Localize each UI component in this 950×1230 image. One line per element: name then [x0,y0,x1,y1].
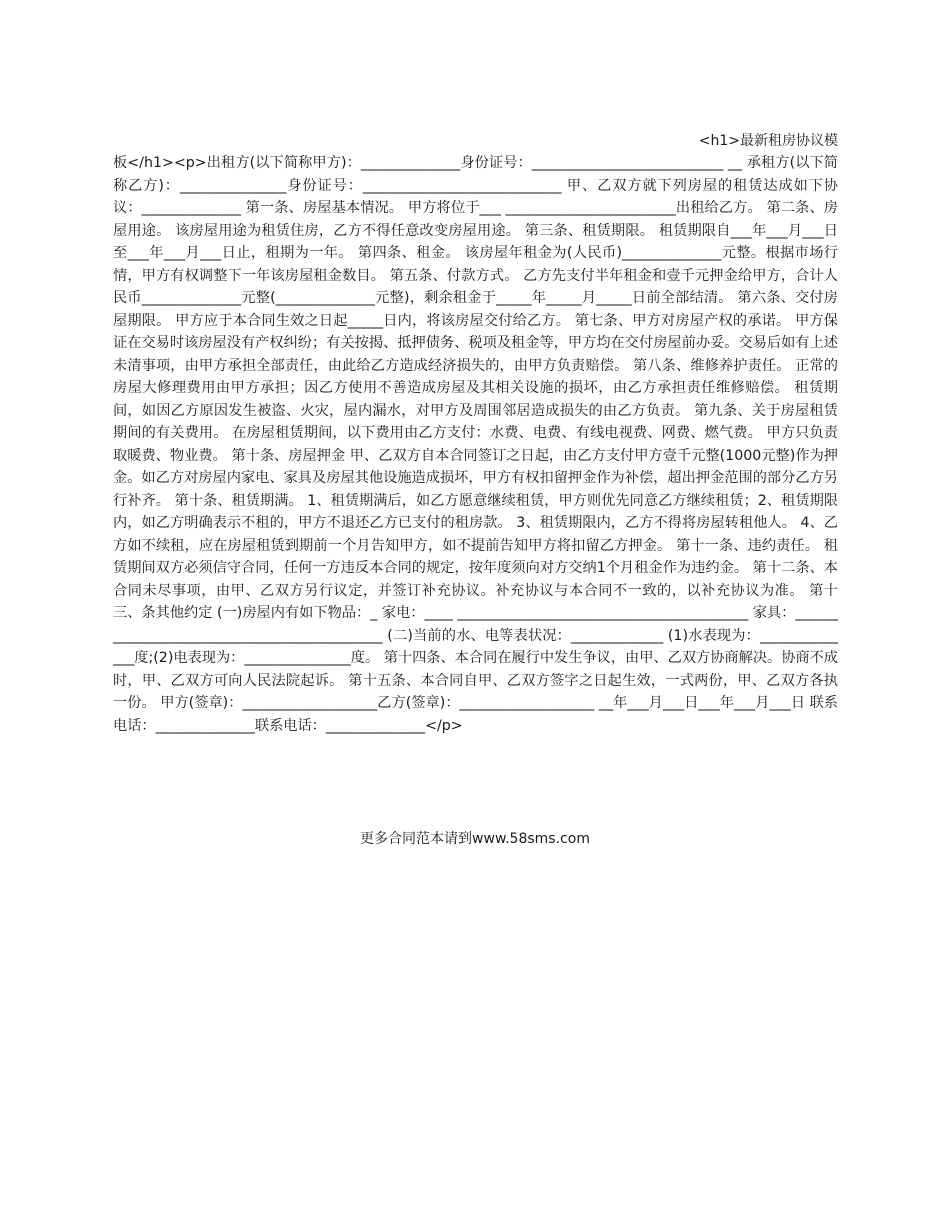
document-title: <h1>最新租房协议模 [698,133,838,149]
document-page [113,130,838,737]
contract-body: 板</h1><p>出租方(以下简称甲方)：______________身份证号：___________________________ __ 承租方(以下简称乙方)：_______________身份证号：____________________________ 甲、乙双方就下列房屋的租赁达成如下协议：______________ 第一条、房屋基本情况。 甲方将位于___ ________________________出租给乙方。 第二条、房屋用途。 该房屋用途为租赁住房，乙方不得任意改变房屋用途。 第三条、租赁期限。 租赁期限自___年___月___日至___年___月___日止，租期为一年。 第四条、租金。 该房屋年租金为(人民币)______________元整。根据市场行情，甲方有权调整下一年该房屋租金数目。 第五条、付款方式。 乙方先支付半年租金和壹千元押金给甲方，合计人民币______________元整(______________元整)，剩余租金于_____年_____月_____日前全部结清。 第六条、交付房屋期限。 甲方应于本合同生效之日起_____日内，将该房屋交付给乙方。 第七条、甲方对房屋产权的承诺。 甲方保证在交易时该房屋没有产权纠纷；有关按揭、抵押债务、税项及租金等，甲方均在交付房屋前办妥。交易后如有上述未清事项，由甲方承担全部责任，由此给乙方造成经济损失的，由甲方负责赔偿。 第八条、维修养护责任。 正常的房屋大修理费用由甲方承担；因乙方使用不善造成房屋及其相关设施的损坏，由乙方承担责任维修赔偿。 租赁期间，如因乙方原因发生被盗、火灾，屋内漏水，对甲方及周围邻居造成损失的由乙方负责。 第九条、关于房屋租赁期间的有关费用。 在房屋租赁期间，以下费用由乙方支付：水费、电费、有线电视费、网费、燃气费。 甲方只负责取暖费、物业费。 第十条、房屋押金 甲、乙双方自本合同签订之日起，由乙方支付甲方壹千元整(1000元整)作为押金。如乙方对房屋内家电、家具及房屋其他设施造成损坏，甲方有权扣留押金作为补偿，超出押金范围的部分乙方另行补齐。 第十条、租赁期满。 1、租赁期满后，如乙方愿意继续租赁，甲方则优先同意乙方继续租赁；2、租赁期限内，如乙方明确表示不租的，甲方不退还乙方已支付的租房款。 3、租赁期限内，乙方不得将房屋转租他人。 4、乙方如不续租，应在房屋租赁到期前一个月告知甲方，如不提前告知甲方将扣留乙方押金。 第十一条、违约责任。 租赁期间双方必须信守合同，任何一方违反本合同的规定，按年度须向对方交纳1个月租金作为违约金。 第十二条、本合同未尽事项，由甲、乙双方另行议定，并签订补充协议。补充协议与本合同不一致的，以补充协议为准。 第十三、条其他约定 (一)房屋内有如下物品：_ 家电：____ _________________________________________ 家具：____________________________________________ (二)当前的水、电等表状况：_____________ (1)水表现为：______________度;(2)电表现为：_______________度。 第十四条、本合同在履行中发生争议，由甲、乙双方协商解决。协商不成时，甲、乙双方可向人民法院起诉。 第十五条、本合同自甲、乙双方签字之日起生效，一式两份，甲、乙双方各执一份。 甲方(签章)：___________________乙方(签章)：___________________ __年___月___日___年___月___日 联系电话：______________联系电话：______________</p> [113,155,838,734]
footer-note: 更多合同范本请到www.58sms.com [360,831,590,847]
